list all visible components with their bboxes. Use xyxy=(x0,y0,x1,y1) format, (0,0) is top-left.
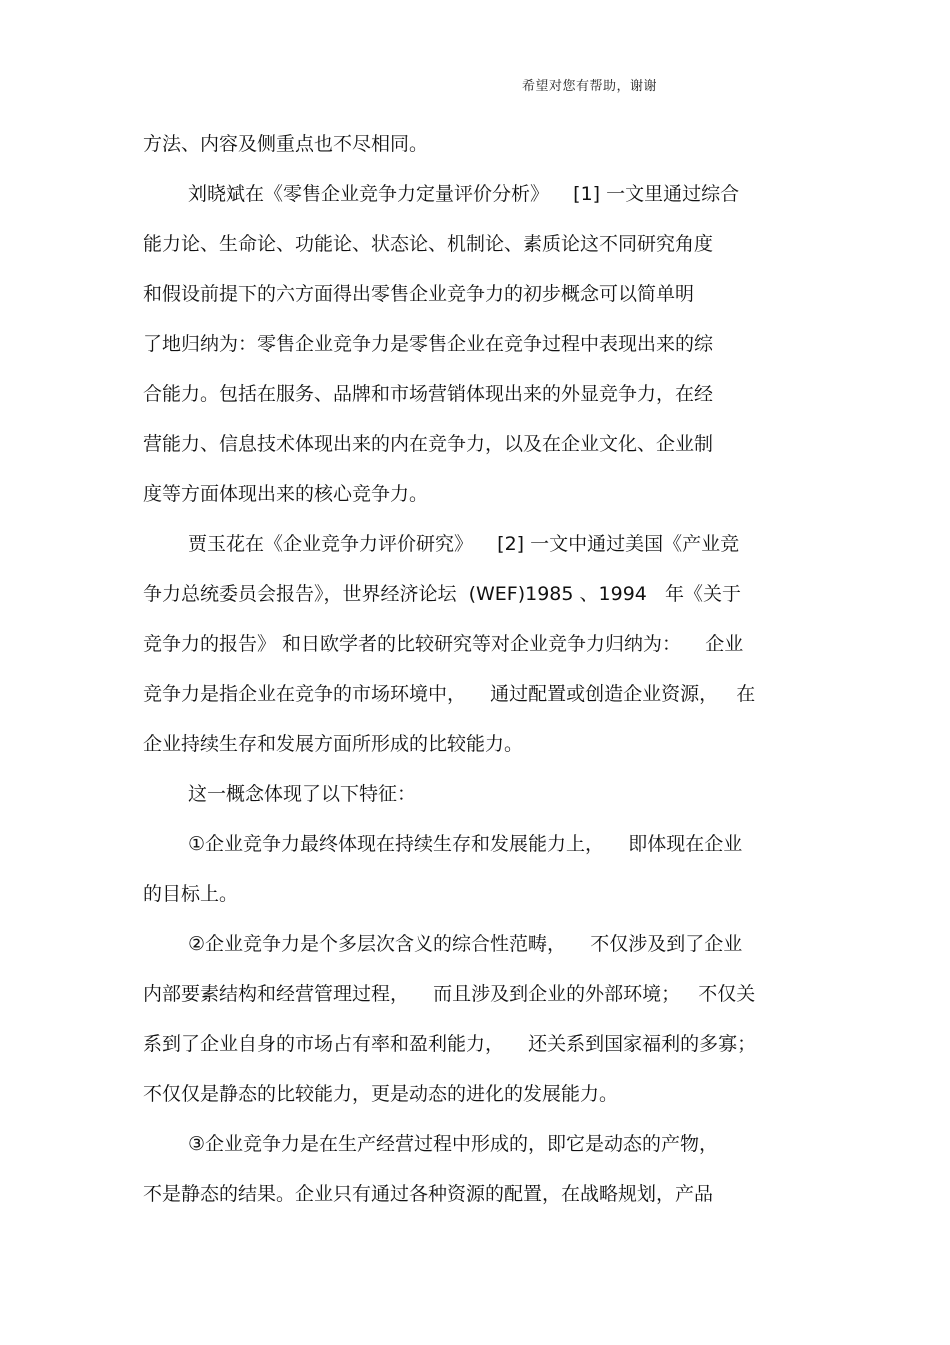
text-line: 内部要素结构和经营管理过程， 而且涉及到企业的外部环境； 不仅关 xyxy=(143,983,756,1005)
text-line: 能力论、生命论、功能论、状态论、机制论、素质论这不同研究角度 xyxy=(143,233,714,255)
text-line: 的目标上。 xyxy=(143,883,239,905)
page-header: 希望对您有帮助，谢谢 xyxy=(522,79,658,94)
text-line: 方法、内容及侧重点也不尽相同。 xyxy=(143,133,429,155)
text-line: 竞争力的报告》 和日欧学者的比较研究等对企业竞争力归纳为： 企业 xyxy=(143,633,744,655)
text-line: 竞争力是指企业在竞争的市场环境中， 通过配置或创造企业资源， 在 xyxy=(143,683,756,705)
text-line: 这一概念体现了以下特征： xyxy=(188,783,417,805)
text-line: 和假设前提下的六方面得出零售企业竞争力的初步概念可以简单明 xyxy=(143,283,695,305)
text-line: ②企业竞争力是个多层次含义的综合性范畴， 不仅涉及到了企业 xyxy=(188,933,743,955)
text-line: 企业持续生存和发展方面所形成的比较能力。 xyxy=(143,733,524,755)
text-line: 合能力。包括在服务、品牌和市场营销体现出来的外显竞争力，在经 xyxy=(143,383,714,405)
text-line: 刘晓斌在《零售企业竞争力定量评价分析》 [1] 一文里通过综合 xyxy=(188,183,740,205)
text-line: 争力总统委员会报告》，世界经济论坛 (WEF)1985 、1994 年《关于 xyxy=(143,583,741,605)
text-line: 不是静态的结果。企业只有通过各种资源的配置，在战略规划，产品 xyxy=(143,1183,714,1205)
text-line: ③企业竞争力是在生产经营过程中形成的，即它是动态的产物， xyxy=(188,1133,719,1155)
text-line: 系到了企业自身的市场占有率和盈利能力， 还关系到国家福利的多寡； xyxy=(143,1033,757,1055)
text-line: 不仅仅是静态的比较能力，更是动态的进化的发展能力。 xyxy=(143,1083,619,1105)
text-line: 贾玉花在《企业竞争力评价研究》 [2] 一文中通过美国《产业竞 xyxy=(188,533,740,555)
text-line: 了地归纳为：零售企业竞争力是零售企业在竞争过程中表现出来的综 xyxy=(143,333,714,355)
text-line: ①企业竞争力最终体现在持续生存和发展能力上， 即体现在企业 xyxy=(188,833,743,855)
text-line: 度等方面体现出来的核心竞争力。 xyxy=(143,483,429,505)
text-line: 营能力、信息技术体现出来的内在竞争力，以及在企业文化、企业制 xyxy=(143,433,714,455)
